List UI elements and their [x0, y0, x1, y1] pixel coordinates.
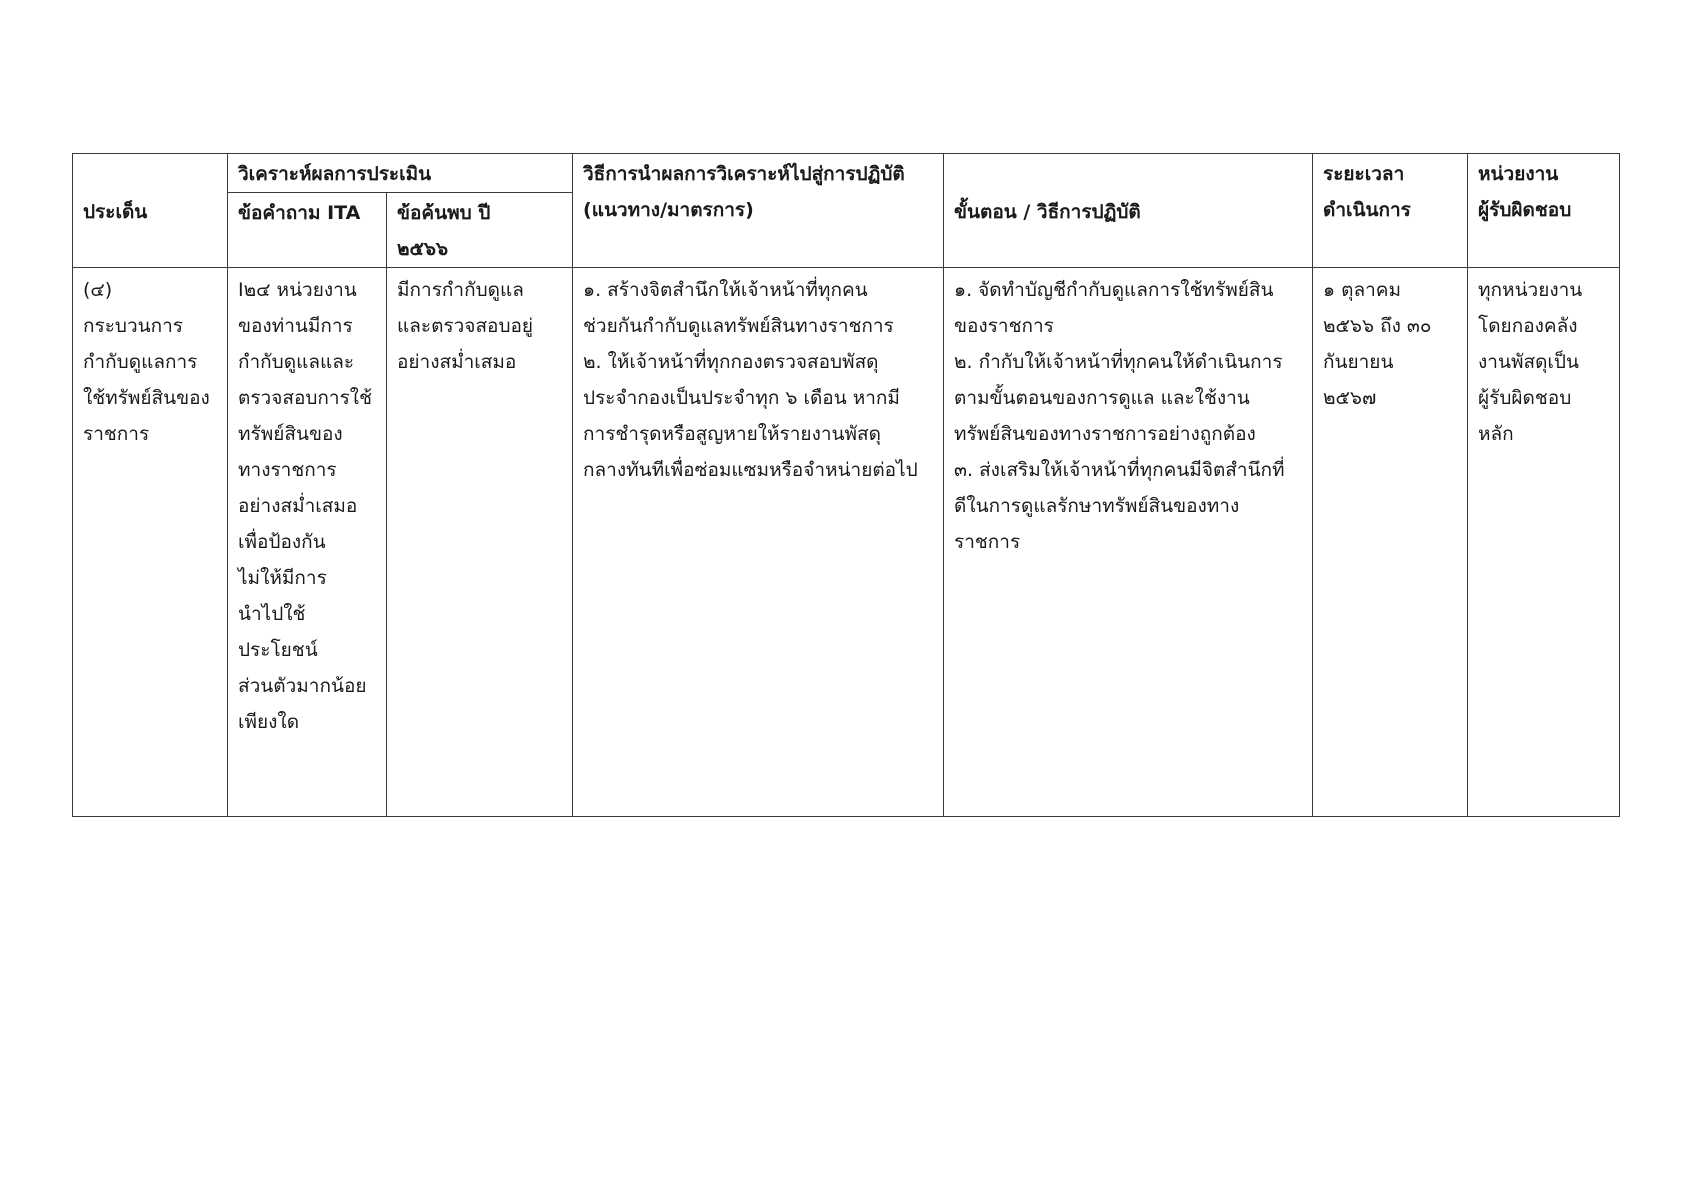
cell-line: การชำรุดหรือสูญหายให้รายงานพัสดุ	[583, 423, 881, 445]
header-steps-text: ขั้นตอน / วิธีการปฏิบัติ	[954, 200, 1141, 223]
cell-line: ๒. กำกับให้เจ้าหน้าที่ทุกคนให้ดำเนินการ	[954, 351, 1283, 373]
header-analysis-group-text: วิเคราะห์ผลการประเมิน	[238, 163, 432, 185]
cell-line: ดีในการดูแลรักษาทรัพย์สินของทาง	[954, 495, 1240, 517]
cell-line: ทางราชการ	[238, 459, 337, 481]
cell-line: มีการกำกับดูแล	[397, 279, 524, 301]
cell-line: ๒. ให้เจ้าหน้าที่ทุกกองตรวจสอบพัสดุ	[583, 351, 879, 373]
cell-line: ช่วยกันกำกับดูแลทรัพย์สินทางราชการ	[583, 315, 894, 337]
cell-line: ๑. สร้างจิตสำนึกให้เจ้าหน้าที่ทุกคน	[583, 279, 868, 301]
header-finding-line: ๒๕๖๖	[397, 238, 449, 260]
cell-line: นำไปใช้	[238, 603, 306, 625]
cell-ita-question	[228, 268, 387, 817]
header-issue	[73, 154, 228, 268]
cell-line: งานพัสดุเป็น	[1478, 351, 1579, 373]
cell-line: หลัก	[1478, 423, 1514, 445]
cell-period	[1313, 268, 1468, 817]
cell-line: ๓. ส่งเสริมให้เจ้าหน้าที่ทุกคนมีจิตสำนึกที่	[954, 459, 1285, 481]
cell-line: ทรัพย์สินของทางราชการอย่างถูกต้อง	[954, 423, 1256, 445]
cell-finding	[387, 268, 573, 817]
cell-method	[573, 268, 944, 817]
cell-line: I๒๔ หน่วยงาน	[238, 279, 357, 301]
header-responsible-line: หน่วยงาน	[1478, 163, 1559, 185]
cell-line: โดยกองคลัง	[1478, 315, 1578, 337]
cell-line: ๒๕๖๗	[1323, 387, 1377, 409]
cell-issue	[73, 268, 228, 817]
cell-line: (๔)	[83, 279, 113, 301]
table-row	[73, 268, 1620, 817]
cell-line: กระบวนการ	[83, 315, 184, 337]
header-period-line: ดำเนินการ	[1323, 199, 1411, 221]
header-period	[1313, 154, 1468, 268]
cell-line: ทุกหน่วยงาน	[1478, 279, 1583, 301]
header-ita-question-text: ข้อคำถาม ITA	[238, 202, 361, 224]
cell-line: อย่างสม่ำเสมอ	[397, 351, 517, 373]
cell-line: ตามขั้นตอนของการดูแล และใช้งาน	[954, 387, 1250, 409]
cell-line: ทรัพย์สินของ	[238, 423, 343, 445]
cell-line: ประจำกองเป็นประจำทุก ๖ เดือน หากมี	[583, 387, 900, 409]
cell-line: ๑. จัดทำบัญชีกำกับดูแลการใช้ทรัพย์สิน	[954, 279, 1274, 301]
cell-line: ราชการ	[83, 423, 150, 445]
cell-line: ใช้ทรัพย์สินของ	[83, 387, 210, 409]
assessment-action-table	[72, 153, 1620, 817]
cell-line: กลางทันทีเพื่อซ่อมแซมหรือจำหน่ายต่อไป	[583, 459, 918, 481]
header-method-line: (แนวทาง/มาตรการ)	[583, 199, 754, 221]
cell-line: เพียงใด	[238, 711, 300, 733]
cell-line: กำกับดูแลการ	[83, 351, 198, 373]
cell-line: เพื่อป้องกัน	[238, 531, 326, 553]
header-steps	[944, 154, 1313, 268]
header-method	[573, 154, 944, 268]
cell-line: ส่วนตัวมากน้อย	[238, 675, 367, 697]
cell-line: และตรวจสอบอยู่	[397, 315, 534, 337]
header-analysis-group	[228, 154, 573, 193]
cell-line: กันยายน	[1323, 351, 1394, 373]
cell-line: ตรวจสอบการใช้	[238, 387, 372, 409]
header-period-line: ระยะเวลา	[1323, 163, 1405, 185]
header-responsible-line: ผู้รับผิดชอบ	[1478, 199, 1572, 221]
cell-line: ประโยชน์	[238, 639, 318, 661]
header-method-line: วิธีการนำผลการวิเคราะห์ไปสู่การปฏิบัติ	[583, 163, 905, 185]
cell-steps	[944, 268, 1313, 817]
cell-line: กำกับดูแลและ	[238, 351, 355, 373]
header-finding-line: ข้อค้นพบ ปี	[397, 202, 491, 224]
header-ita-question	[228, 193, 387, 268]
header-responsible	[1468, 154, 1620, 268]
cell-line: ไม่ให้มีการ	[238, 567, 327, 589]
header-issue-text: ประเด็น	[83, 200, 148, 223]
cell-responsible	[1468, 268, 1620, 817]
cell-line: อย่างสม่ำเสมอ	[238, 495, 358, 517]
cell-line: ของท่านมีการ	[238, 315, 353, 337]
cell-line: ของราชการ	[954, 315, 1054, 337]
cell-line: ๒๕๖๖ ถึง ๓๐	[1323, 315, 1432, 337]
cell-line: ราชการ	[954, 531, 1021, 553]
cell-line: ผู้รับผิดชอบ	[1478, 387, 1572, 409]
header-finding	[387, 193, 573, 268]
cell-line: ๑ ตุลาคม	[1323, 279, 1402, 301]
